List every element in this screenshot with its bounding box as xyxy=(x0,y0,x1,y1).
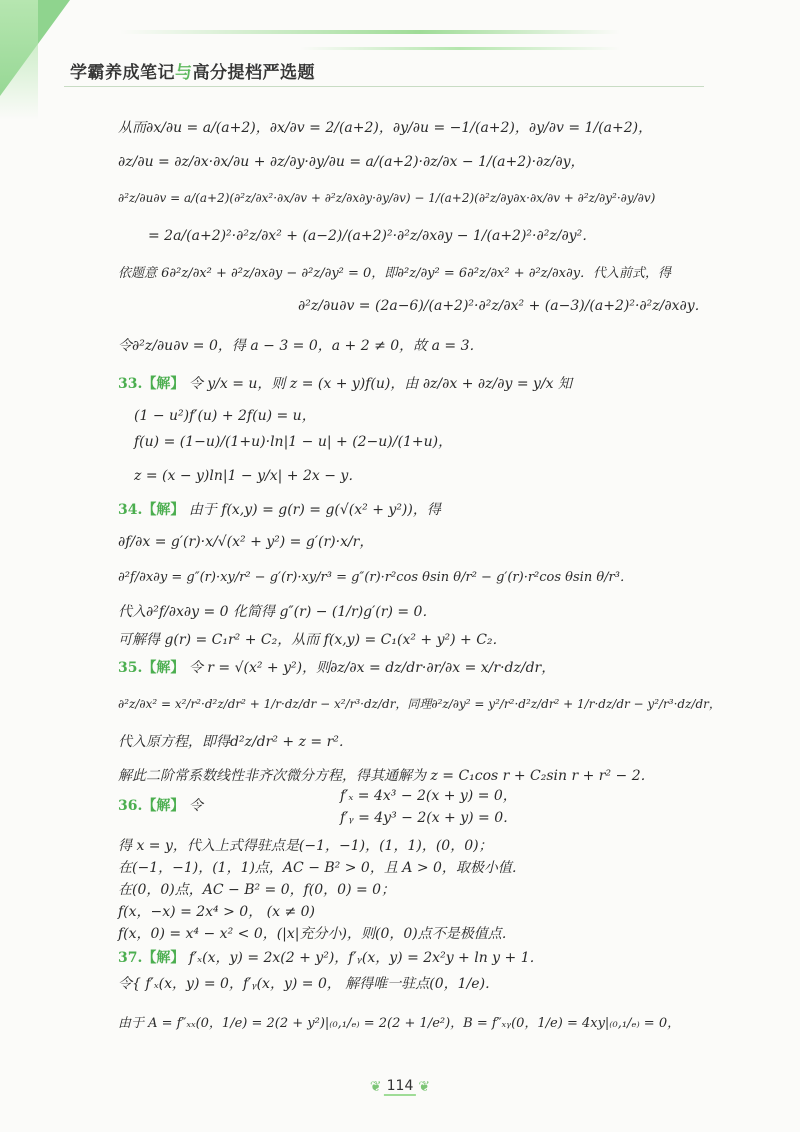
text-line: 得 x = y，代入上式得驻点是(−1，−1)，(1，1)，(0，0)； xyxy=(118,838,493,854)
text-line: 解此二阶常系数线性非齐次微分方程，得其通解为 z = C₁cos r + C₂sin r + r² − 2． xyxy=(118,768,655,784)
text-line: = 2a/(a+2)²·∂²z/∂x² + (a−2)/(a+2)²·∂²z/∂x∂y − 1/(a+2)²·∂²z/∂y²． xyxy=(148,228,597,244)
text-line: ∂²z/∂x² = x²/r²·d²z/dr² + 1/r·dz/dr − x²/r³·dz/dr，同理∂²z/∂y² = y²/r²·d²z/dr² + 1/r·dz/dr − y²/r³·dz/dr， xyxy=(118,697,721,711)
problem-33-line xyxy=(118,374,572,394)
text-line: 令∂²z/∂u∂v = 0，得 a − 3 = 0，a + 2 ≠ 0，故 a = 3． xyxy=(118,338,484,354)
problem-37-line xyxy=(118,948,544,968)
problem-36-label: 36.【解】 xyxy=(118,798,185,814)
problem-36-line xyxy=(118,796,203,816)
problem-37-label: 37.【解】 xyxy=(118,950,185,966)
text-line: 令{ f′ₓ(x，y) = 0，f′ᵧ(x，y) = 0， 解得唯一驻点(0，1/e)． xyxy=(118,976,500,992)
text-line: ∂²z/∂u∂v = (2a−6)/(a+2)²·∂²z/∂x² + (a−3)/(a+2)²·∂²z/∂x∂y． xyxy=(298,298,709,314)
text-line: z = (x − y)ln|1 − y/x| + 2x − y． xyxy=(134,468,363,484)
text-line: 令 y/x = u，则 z = (x + y)f(u)，由 ∂z/∂x + ∂z/∂y = y/x 知 xyxy=(188,376,573,392)
text-line: f′ₓ(x，y) = 2x(2 + y²)，f′ᵧ(x，y) = 2x²y + ln y + 1． xyxy=(188,950,544,966)
header-divider xyxy=(64,86,704,87)
corner-gradient xyxy=(0,0,38,120)
text-line: 由于 f(x,y) = g(r) = g(√(x² + y²))，得 xyxy=(188,502,441,518)
text-line: 代入∂²f/∂x∂y = 0 化简得 g″(r) − (1/r)g′(r) = 0． xyxy=(118,604,437,620)
header-title-left: 学霸养成笔记 xyxy=(70,63,175,83)
text-line: 代入原方程，即得d²z/dr² + z = r²． xyxy=(118,734,353,750)
page-footer xyxy=(370,1078,430,1096)
text-line: f(x，0) = x⁴ − x² < 0，(|x|充分小)，则(0，0)点不是极值点． xyxy=(118,926,516,942)
text-line: 令 r = √(x² + y²)，则∂z/∂x = dz/dr·∂r/∂x = x/r·dz/dr， xyxy=(188,660,556,676)
page-header-title xyxy=(70,58,315,83)
problem-35-line xyxy=(118,658,555,678)
problem-33-label: 33.【解】 xyxy=(118,376,185,392)
text-line: 从而∂x/∂u = a/(a+2)，∂x/∂v = 2/(a+2)，∂y/∂u = −1/(a+2)，∂y/∂v = 1/(a+2)， xyxy=(118,120,653,136)
text-line: ∂f/∂x = g′(r)·x/√(x² + y²) = g′(r)·x/r， xyxy=(118,534,374,550)
text-line: f(u) = (1−u)/(1+u)·ln|1 − u| + (2−u)/(1+u)， xyxy=(134,434,453,450)
laurel-left-icon: ❦ xyxy=(369,1079,382,1095)
laurel-right-icon: ❦ xyxy=(418,1079,431,1095)
text-line: (1 − u²)f′(u) + 2f(u) = u， xyxy=(134,408,316,424)
text-line: ∂²f/∂x∂y = g″(r)·xy/r² − g′(r)·xy/r³ = g″(r)·r²cos θsin θ/r² − g′(r)·r²cos θsin θ/r³． xyxy=(118,570,633,585)
header-accent-line xyxy=(120,30,620,34)
problem-34-label: 34.【解】 xyxy=(118,502,185,518)
text-line: 在(−1，−1)，(1，1)点，AC − B² > 0，且 A > 0，取极小值． xyxy=(118,860,526,876)
header-accent-line xyxy=(300,47,620,50)
text-line: ∂²z/∂u∂v = a/(a+2)(∂²z/∂x²·∂x/∂v + ∂²z/∂x∂y·∂y/∂v) − 1/(a+2)(∂²z/∂y∂x·∂x/∂v + ∂²z/∂y²·∂y/∂v) xyxy=(118,191,656,205)
text-line: 令 xyxy=(188,798,203,814)
header-title-right: 高分提档严选题 xyxy=(192,63,315,83)
problem-35-label: 35.【解】 xyxy=(118,660,185,676)
text-line: 由于 A = f″ₓₓ(0，1/e) = 2(2 + y²)|₍₀,₁/ₑ₎ = 2(2 + 1/e²)，B = f″ₓᵧ(0，1/e) = 4xy|₍₀,₁/ₑ₎ = 0， xyxy=(118,1016,681,1031)
text-line: 依题意 6∂²z/∂x² + ∂²z/∂x∂y − ∂²z/∂y² = 0，即∂²z/∂y² = 6∂²z/∂x² + ∂²z/∂x∂y．代入前式，得 xyxy=(118,266,672,281)
page-number: 114 xyxy=(384,1078,417,1096)
text-line: ∂z/∂u = ∂z/∂x·∂x/∂u + ∂z/∂y·∂y/∂u = a/(a+2)·∂z/∂x − 1/(a+2)·∂z/∂y， xyxy=(118,154,585,170)
text-line: 在(0，0)点，AC − B² = 0，f(0，0) = 0； xyxy=(118,882,396,898)
header-title-mid: 与 xyxy=(175,63,193,83)
text-line: f′ₓ = 4x³ − 2(x + y) = 0， xyxy=(340,788,517,804)
text-line: f′ᵧ = 4y³ − 2(x + y) = 0． xyxy=(340,810,518,826)
text-line: 可解得 g(r) = C₁r² + C₂，从而 f(x,y) = C₁(x² + y²) + C₂． xyxy=(118,632,507,648)
text-line: f(x，−x) = 2x⁴ > 0， (x ≠ 0) xyxy=(118,904,316,920)
problem-34-line xyxy=(118,500,441,520)
